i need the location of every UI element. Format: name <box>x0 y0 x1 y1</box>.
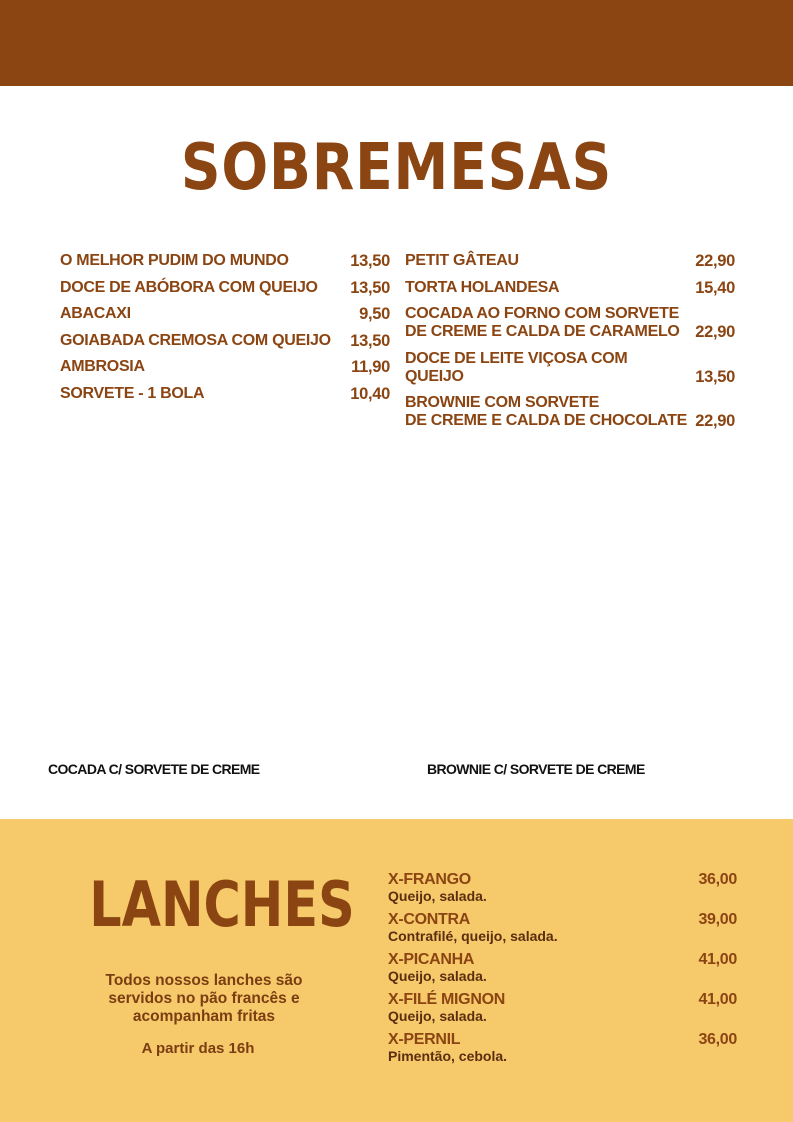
item-name: DOCE DE ABÓBORA COM QUEIJO <box>60 278 318 296</box>
lanche-desc: Pimentão, cebola. <box>388 1048 508 1064</box>
menu-item <box>60 252 390 270</box>
item-price: 13,50 <box>350 252 390 270</box>
sobremesas-left-column <box>60 252 390 411</box>
sobremesas-right-column <box>405 252 735 439</box>
lanche-item <box>388 911 737 944</box>
menu-item <box>60 358 390 376</box>
lanche-price: 36,00 <box>698 871 737 888</box>
item-price: 13,50 <box>350 331 390 350</box>
item-name: PETIT GÂTEAU <box>405 252 519 269</box>
lanche-price: 41,00 <box>698 951 737 968</box>
item-price: 22,90 <box>695 252 735 270</box>
item-name: GOIABADA CREMOSA COM QUEIJO <box>60 331 331 349</box>
menu-item <box>60 305 390 323</box>
item-price: 13,50 <box>350 278 390 297</box>
lanche-name: X-CONTRA <box>388 911 471 928</box>
item-name: O MELHOR PUDIM DO MUNDO <box>60 252 289 269</box>
lanche-price: 41,00 <box>698 991 737 1008</box>
lanche-item <box>388 991 737 1024</box>
menu-item <box>405 252 735 270</box>
lanche-item <box>388 871 737 904</box>
menu-item <box>405 394 735 430</box>
item-name: AMBROSIA <box>60 358 145 375</box>
item-name: TORTA HOLANDESA <box>405 278 560 296</box>
lanche-item <box>388 951 737 984</box>
lanches-time: A partir das 16h <box>141 1040 255 1057</box>
item-price: 10,40 <box>350 384 390 403</box>
sobremesas-title: SOBREMESAS <box>180 131 613 205</box>
menu-item <box>60 332 390 350</box>
item-price: 15,40 <box>695 278 735 297</box>
menu-item <box>405 305 735 341</box>
item-name: BROWNIE COM SORVETE DE CREME E CALDA DE CHOCOLATE <box>405 394 687 429</box>
menu-item <box>405 350 735 386</box>
item-name: ABACAXI <box>60 305 131 322</box>
lanche-name: X-PERNIL <box>388 1031 461 1048</box>
photo-caption-cocada: COCADA C/ SORVETE DE CREME <box>48 761 260 777</box>
item-name: COCADA AO FORNO COM SORVETE DE CREME E CALDA DE CARAMELO <box>405 305 680 340</box>
lanches-note: Todos nossos lanches são servidos no pão francês e acompanham fritas <box>105 972 303 1025</box>
item-name: SORVETE - 1 BOLA <box>60 384 205 402</box>
menu-item <box>405 279 735 297</box>
lanche-name: X-FILÉ MIGNON <box>388 991 505 1008</box>
menu-item <box>60 279 390 297</box>
lanches-list <box>388 871 737 1071</box>
item-price: 11,90 <box>351 358 390 376</box>
item-price: 22,90 <box>695 323 735 341</box>
lanches-title: LANCHES <box>89 868 355 941</box>
item-price: 13,50 <box>695 367 735 386</box>
item-price: 22,90 <box>695 412 735 430</box>
photo-caption-brownie: BROWNIE C/ SORVETE DE CREME <box>427 761 645 777</box>
lanche-name: X-FRANGO <box>388 871 471 888</box>
item-name: DOCE DE LEITE VIÇOSA COM QUEIJO <box>405 349 628 385</box>
lanche-name: X-PICANHA <box>388 951 475 968</box>
lanche-desc: Queijo, salada. <box>388 1008 487 1024</box>
lanche-price: 39,00 <box>698 911 737 928</box>
top-banner <box>0 0 793 86</box>
lanche-item <box>388 1031 737 1064</box>
lanche-desc: Queijo, salada. <box>388 888 487 904</box>
lanche-desc: Contrafilé, queijo, salada. <box>388 928 558 944</box>
menu-item <box>60 385 390 403</box>
lanche-price: 36,00 <box>698 1031 737 1048</box>
lanche-desc: Queijo, salada. <box>388 968 487 984</box>
item-price: 9,50 <box>359 305 390 323</box>
